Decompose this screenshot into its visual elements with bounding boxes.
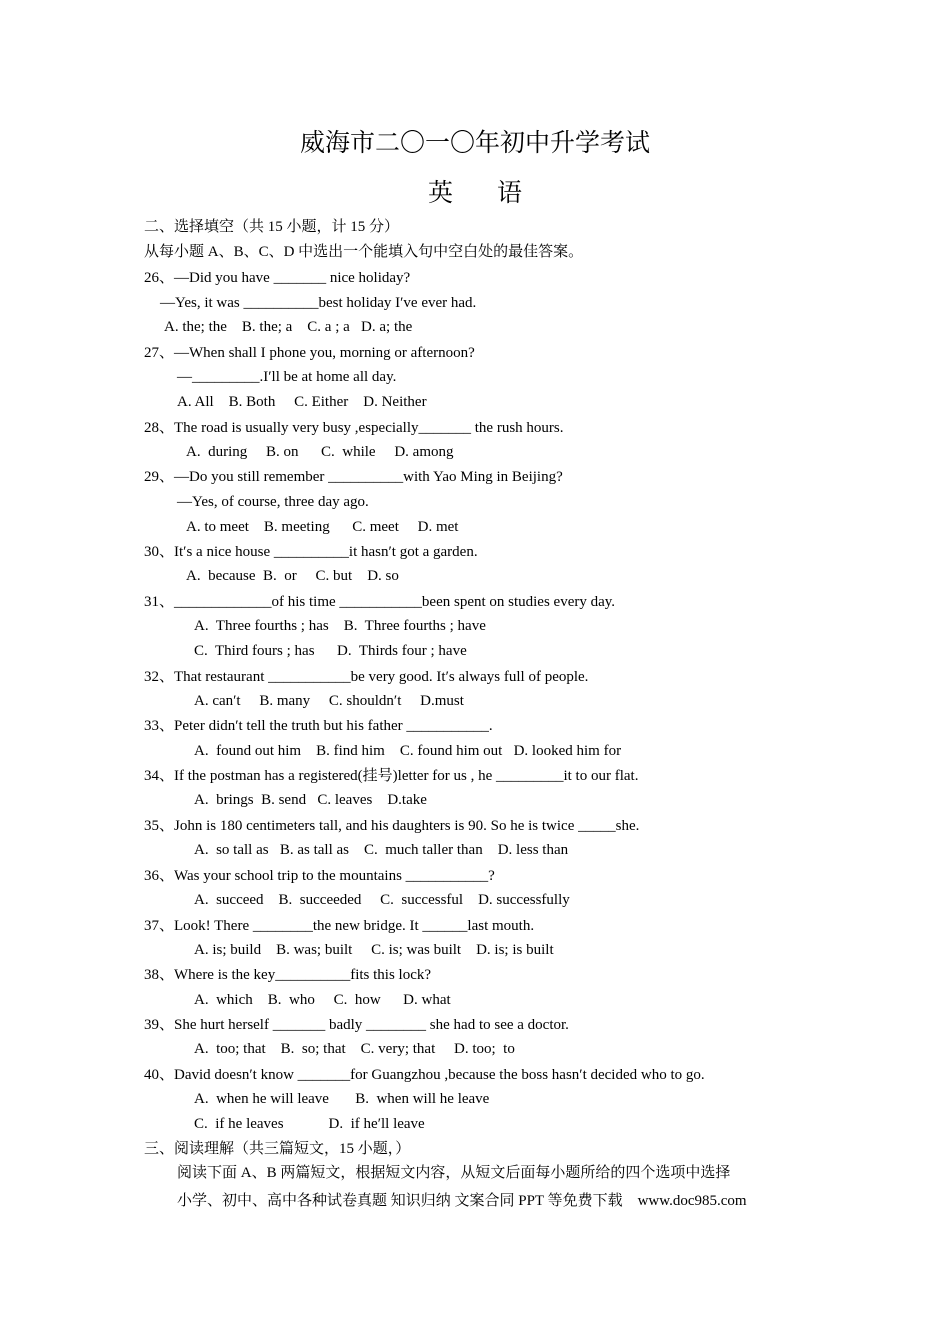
text-line: 37、Look! There ________the new bridge. It ______last mouth. [144, 918, 535, 934]
text-line: A. found out him B. find him C. found him out D. looked him for [194, 743, 622, 759]
text-line: A. so tall as B. as tall as C. much taller than D. less than [194, 842, 569, 858]
subject-title: 英 语 [428, 178, 540, 207]
text-line: 30、It′s a nice house __________it hasn′t got a garden. [144, 544, 478, 560]
text-line: A. Three fourths ; has B. Three fourths ; have [194, 618, 486, 634]
text-line: —Yes, it was __________best holiday I′ve ever had. [160, 295, 477, 311]
text-line: 40、David doesn′t know _______for Guangzhou ,because the boss hasn′t decided who to go. [144, 1067, 705, 1083]
text-line: A. to meet B. meeting C. meet D. met [186, 519, 459, 535]
text-line: A. when he will leave B. when will he leave [194, 1091, 490, 1107]
text-line: A. because B. or C. but D. so [186, 568, 399, 584]
text-line: 35、John is 180 centimeters tall, and his daughters is 90. So he is twice _____she. [144, 818, 640, 834]
text-line: 26、—Did you have _______ nice holiday? [144, 270, 411, 286]
text-line: 38、Where is the key__________fits this lock? [144, 967, 432, 983]
text-line: 28、The road is usually very busy ,especially_______ the rush hours. [144, 420, 564, 436]
text-line: A. All B. Both C. Either D. Neither [177, 394, 427, 410]
text-line: 小学、初中、高中各种试卷真题 知识归纳 文案合同 PPT 等免费下载 www.doc985.com [177, 1193, 747, 1209]
text-line: A. succeed B. succeeded C. successful D. successfully [194, 892, 570, 908]
text-line: 三、阅读理解（共三篇短文，15 小题，） [144, 1141, 411, 1157]
text-line: 27、—When shall I phone you, morning or afternoon? [144, 345, 475, 361]
text-line: A. the; the B. the; a C. a ; a D. a; the [164, 319, 413, 335]
text-line: 32、That restaurant ___________be very good. It′s always full of people. [144, 669, 589, 685]
text-line: C. if he leaves D. if he′ll leave [194, 1116, 425, 1132]
text-line: 33、Peter didn′t tell the truth but his father ___________. [144, 718, 493, 734]
text-line: 39、She hurt herself _______ badly ________ she had to see a doctor. [144, 1017, 569, 1033]
text-line: C. Third fours ; has D. Thirds four ; have [194, 643, 467, 659]
text-line: A. is; build B. was; built C. is; was built D. is; is built [194, 942, 554, 958]
text-line: —_________.I′ll be at home all day. [177, 369, 397, 385]
text-line: A. can′t B. many C. shouldn′t D.must [194, 693, 464, 709]
text-line: 29、—Do you still remember __________with Yao Ming in Beijing? [144, 469, 563, 485]
text-line: A. too; that B. so; that C. very; that D. too; to [194, 1041, 515, 1057]
text-line: 34、If the postman has a registered(挂号)letter for us , he _________it to our flat. [144, 768, 639, 784]
text-line: A. which B. who C. how D. what [194, 992, 451, 1008]
text-line: 36、Was your school trip to the mountains ___________? [144, 868, 495, 884]
text-line: 从每小题 A、B、C、D 中选出一个能填入句中空白处的最佳答案。 [144, 244, 584, 260]
exam-title: 威海市二〇一〇年初中升学考试 [299, 128, 650, 157]
text-line: A. brings B. send C. leaves D.take [194, 792, 427, 808]
text-line: 二、选择填空（共 15 小题，计 15 分） [144, 219, 400, 235]
text-line: 31、_____________of his time ___________been spent on studies every day. [144, 594, 616, 610]
text-line: 阅读下面 A、B 两篇短文，根据短文内容，从短文后面每小题所给的四个选项中选择 [177, 1165, 731, 1181]
text-line: A. during B. on C. while D. among [186, 444, 454, 460]
text-line: —Yes, of course, three day ago. [177, 494, 369, 510]
